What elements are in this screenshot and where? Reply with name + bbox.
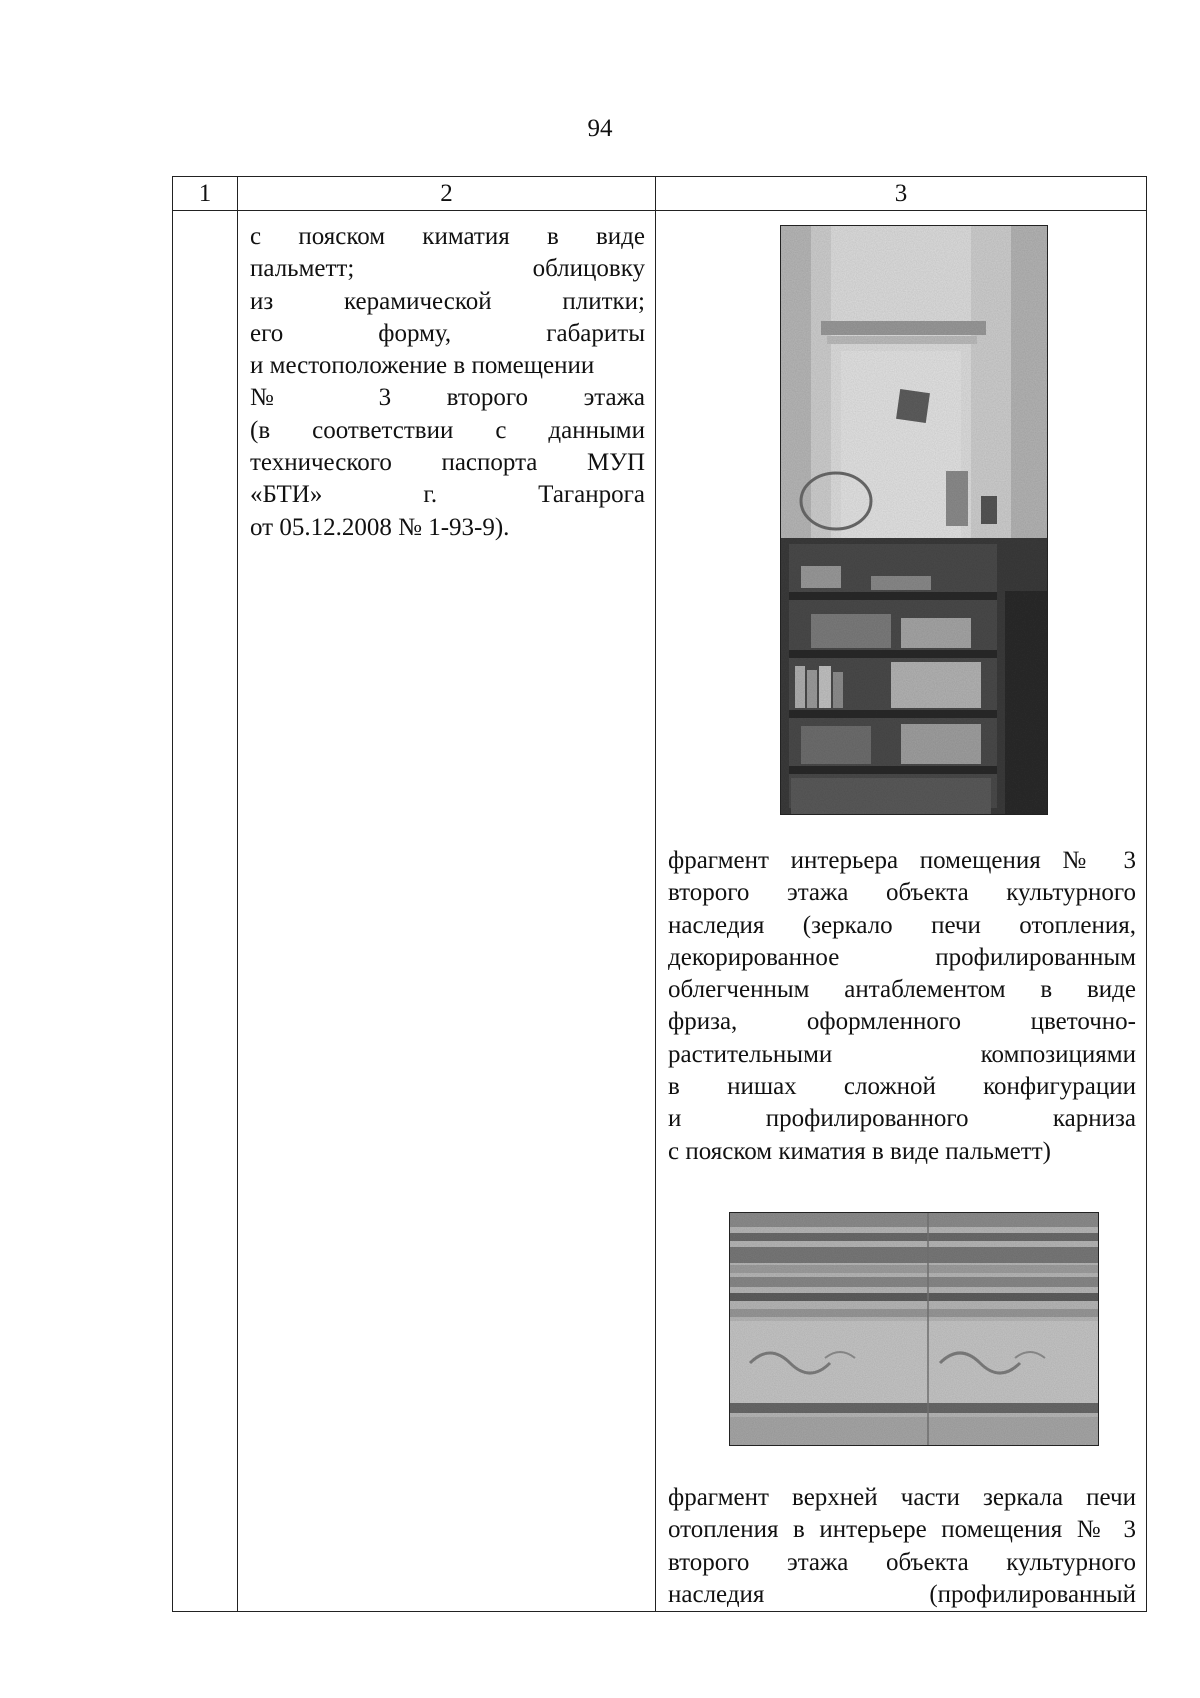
heritage-table (172, 176, 1147, 1612)
description-line: и местоположение в помещении (250, 352, 595, 380)
caption-line: наследия (профилированный (668, 1580, 1136, 1608)
caption-line: фрагмент интерьера помещения № 3 (668, 847, 1136, 874)
description-text (250, 221, 645, 544)
description-line: из керамической плитки; (250, 287, 645, 315)
col1-cell (173, 211, 238, 1612)
description-cell (238, 211, 656, 1612)
caption-line: облегченным антаблементом в виде (668, 976, 1136, 1004)
cornice-photo (729, 1212, 1099, 1446)
description-line: (в соответствии с данными (250, 416, 645, 444)
caption-line: декорированное профилированным (668, 943, 1136, 971)
photo-caption-1 (668, 845, 1136, 1168)
caption-line: и профилированного карниза (668, 1105, 1136, 1133)
caption-line: второго этажа объекта культурного (668, 1548, 1136, 1576)
caption-line: фриза, оформленного цветочно- (668, 1008, 1136, 1036)
table-header-row (173, 177, 1147, 211)
caption-line: наследия (зеркало печи отопления, (668, 911, 1136, 939)
photo-caption-2 (668, 1482, 1136, 1611)
table-row (173, 211, 1147, 1612)
caption-line: фрагмент верхней части зеркала печи (668, 1483, 1136, 1511)
page-number: 94 (587, 115, 613, 142)
caption-line: с пояском киматия в виде пальметт) (668, 1137, 1051, 1165)
description-line: технического паспорта МУП (250, 449, 645, 477)
description-line: от 05.12.2008 № 1-93-9). (250, 513, 510, 541)
header-col-1: 1 (173, 177, 238, 211)
header-col-2: 2 (238, 177, 656, 211)
description-line: его форму, габариты (250, 319, 645, 347)
description-line: № 3 второго этажа (250, 384, 645, 412)
caption-line: в нишах сложной конфигурации (668, 1073, 1136, 1101)
illustration-cell (656, 211, 1147, 1612)
header-col-3: 3 (656, 177, 1147, 211)
description-line: с пояском киматия в виде (250, 223, 645, 250)
caption-line: растительными композициями (668, 1040, 1136, 1068)
caption-line: второго этажа объекта культурного (668, 879, 1136, 907)
interior-photo (780, 225, 1048, 815)
caption-line: отопления в интерьере помещения № 3 (668, 1516, 1136, 1544)
description-line: «БТИ» г. Таганрога (250, 481, 645, 509)
description-line: пальметт; облицовку (250, 255, 645, 283)
